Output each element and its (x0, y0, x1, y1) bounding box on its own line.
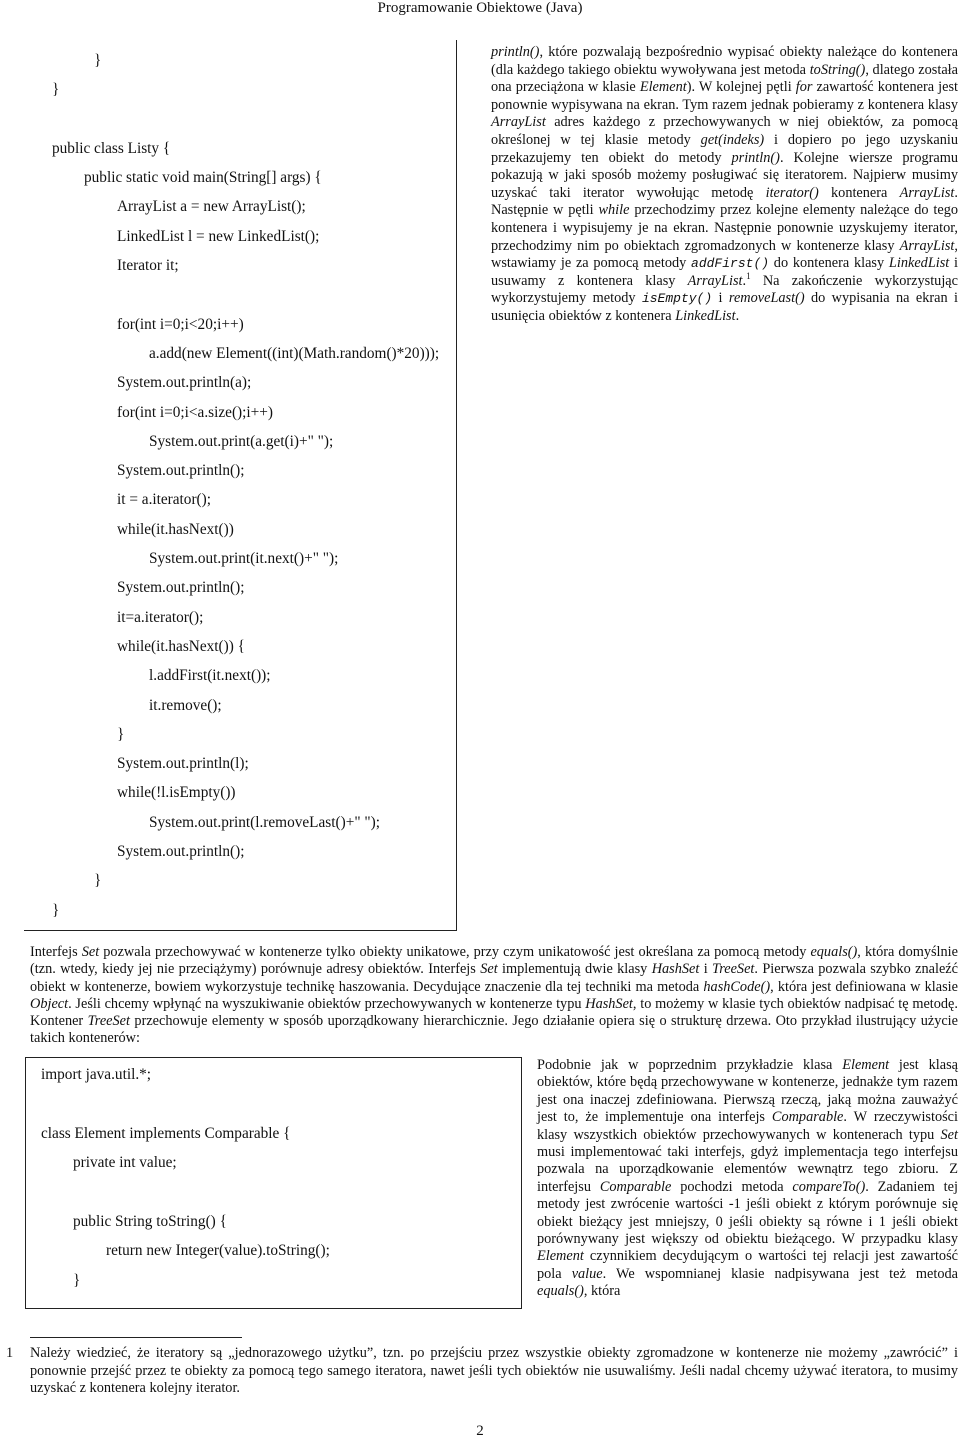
method-name: println() (731, 149, 780, 166)
code-line: while(it.hasNext()) (117, 520, 234, 538)
method-name: removeLast() (728, 290, 805, 307)
class-name: TreeSet (712, 961, 755, 978)
method-name: hashCode() (703, 978, 771, 995)
text-run: Interfejs (30, 944, 82, 960)
text-run: i (712, 290, 729, 307)
class-name: Element (639, 79, 687, 96)
class-name: Element (842, 1057, 890, 1073)
method-name: toString() (809, 61, 866, 78)
code-block (38, 46, 439, 925)
code-line: } (117, 725, 125, 743)
text-run: . W rzeczywistości klasy wszystkich obiektów przechowywanych w kontenerach typu (537, 1109, 958, 1143)
code-line: l.addFirst(it.next()); (149, 667, 271, 685)
text-run: ). W kolejnej pętli (686, 79, 796, 96)
keyword: for (795, 79, 813, 96)
text-run: i (699, 961, 713, 978)
class-name: Element (537, 1248, 584, 1265)
class-name: HashSet (651, 961, 700, 978)
class-name: ArrayList (687, 272, 743, 289)
method-name: equals() (537, 1283, 584, 1300)
code-line: public String toString() { (73, 1212, 227, 1230)
class-name: HashSet (585, 995, 633, 1012)
code-line: return new Integer(value).toString(); (106, 1242, 330, 1260)
text-run: . (742, 272, 747, 289)
code-line: private int value; (73, 1154, 177, 1172)
text-run: , która domyślnie (tzn. wtedy, kiedy jej nie przeciążymy) porównuje adresy obiektów. Interfejs (30, 944, 958, 978)
code-line: a.add(new Element((int)(Math.random()*20))); (149, 344, 440, 362)
code-line: public class Listy { (52, 139, 171, 157)
text-run: . (735, 307, 740, 324)
code-line: Iterator it; (117, 257, 179, 275)
text-run: przechowuje elementy w sposób uporządkowany hierarchicznie. Jego działanie opiera się o strukturę drzewa. Oto przykład ilustrujący użycie takich kontenerów: (30, 1013, 959, 1047)
class-name: Object (30, 995, 69, 1012)
text-run: , wstawiamy je za pomocą metody (491, 237, 958, 272)
text-run: czynnikiem decydującym o wartości tej relacji jest zawartość pola (537, 1248, 958, 1282)
text-run: . Zadaniem tej metody jest zwrócenie wartości -1 jeśli obiekt z którym porównuje się obiekt bieżący jest mniejszy, 0 jeśli obiekty są równe i 1 jeśli obiekt porównywany jest większy od obiektu bieżącego. W przypadku klasy (537, 1178, 958, 1248)
code-line: System.out.print(l.removeLast()+" "); (149, 813, 380, 831)
text-run: . We wspomnianej klasie nadpisywana jest też metoda (602, 1265, 958, 1282)
class-name: LinkedList (675, 307, 736, 324)
method-name: equals() (810, 944, 858, 960)
page-number: 2 (476, 1423, 484, 1439)
code-line: class Element implements Comparable { (41, 1124, 291, 1142)
interface-name: Comparable (771, 1109, 844, 1126)
interface-name: Comparable (599, 1178, 672, 1195)
code-line: } (94, 52, 102, 69)
text-run: jest klasą obiektów, które będą przechowywane w kontenerze, jednakże tym razem jest ona inaczej zdefiniowana. Pierwszą rzeczą, jaką można zauważyć jest to, że implementuje ona interfejs (537, 1057, 958, 1126)
interface-name: Set (81, 944, 100, 960)
text-run: do kontenera klasy (769, 255, 889, 272)
right-paragraph (491, 44, 958, 326)
text-run: pozwala przechowywać w kontenerze tylko obiekty unikatowe, przy czym unikatowość jest określana za pomocą metody (99, 944, 811, 960)
text-run: , która jest definiowana w klasie (770, 978, 958, 995)
text-run: . Następnie w pętli (491, 184, 958, 219)
method-name: get(indeks) (700, 131, 765, 148)
code-line: } (94, 872, 102, 890)
method-name: iterator() (765, 184, 819, 201)
footnote-divider (30, 1337, 242, 1338)
text-run: kontenera (818, 184, 900, 201)
code-line: } (52, 81, 60, 99)
class-name: ArrayList (899, 237, 955, 254)
code-line: while(!l.isEmpty()) (117, 784, 236, 802)
footnote-text: Należy wiedzieć, że iteratory są „jednorazowego użytku”, tzn. po przejściu przez wszystkie obiekty zgromadzone w kontenerze nie możemy „zawrócić” i ponownie przejść przez te obiekty za pomocą tego samego iteratora, nawet jeśli tych obiektów nie usuwaliśmy. Jeśli nadal chcemy używać iteratora, to musimy uzyskać z kontenera kolejny iterator. (30, 1345, 958, 1396)
code-line: System.out.println(a); (117, 374, 252, 392)
text-run: . Pierwsza pozwala szybko znaleźć obiekt w kontenerze, bowiem wykorzystuje technikę haszowania. Decydujące znaczenie dla tej techniki ma metoda (30, 961, 958, 995)
code-line: it=a.iterator(); (117, 608, 204, 626)
class-name: ArrayList (899, 184, 955, 201)
method-name: println() (491, 44, 540, 60)
code-line: } (73, 1271, 81, 1289)
method-name: addFirst() (691, 256, 770, 272)
text-run: , które pozwalają bezpośrednio wypisać obiekty należące do kontenera (dla każdego takiego obiektu wywoływana jest metoda (491, 44, 958, 78)
text-run: . Jeśli chcemy wpłynąć na wyszukiwanie obiektów przechowywanych w kontenerze typu (68, 995, 586, 1012)
code-line: System.out.println(); (117, 579, 245, 597)
text-run: , to możemy w klasie tych obiektów nadpisać tę metodę. Kontener (30, 995, 958, 1030)
code-listing-top (24, 40, 457, 931)
code-line: for(int i=0;i<a.size();i++) (117, 403, 273, 421)
text-run: Na zakończenie wykorzystując wykorzystujemy metody (491, 272, 958, 307)
code-line: System.out.println(l); (117, 755, 249, 773)
right-paragraph-2 (537, 1057, 958, 1301)
class-name: ArrayList (491, 114, 546, 131)
code-line: it = a.iterator(); (117, 491, 211, 509)
page-header: Programowanie Obiektowe (Java) (377, 0, 583, 16)
code-line: import java.util.*; (41, 1066, 152, 1083)
code-line (38, 280, 439, 309)
text-run: pochodzi metoda (671, 1178, 793, 1195)
text-run: i usuwamy z kontenera klasy (491, 255, 959, 289)
text-run: do wypisania na ekran i usunięcia obiektów z kontenera (491, 290, 958, 324)
code-line (41, 1089, 330, 1118)
code-line: System.out.print(a.get(i)+" "); (149, 432, 334, 450)
footnote-ref: 1 (746, 270, 751, 281)
code-line: } (52, 901, 60, 919)
method-name: compareTo() (792, 1178, 866, 1195)
text-run: adres każdego z przechowywanych w niej obiektów, za pomocą określonej w tej klasie metody (491, 114, 958, 148)
middle-paragraph (30, 944, 958, 1048)
text-run: , dlatego została ona przeciążona w klasie (491, 61, 959, 96)
code-line: System.out.println(); (117, 462, 245, 480)
code-block (41, 1060, 330, 1295)
footnote-number: 1 (6, 1345, 14, 1361)
code-line: while(it.hasNext()) { (117, 637, 245, 655)
code-line (38, 105, 439, 134)
text-run: i dopiero po jego uzyskaniu przekazujemy ten obiekt do metody (491, 131, 958, 166)
code-line: System.out.println(); (117, 843, 245, 861)
text-run: implementują dwie klasy (497, 961, 652, 978)
code-line (41, 1178, 330, 1207)
field-name: value (571, 1265, 603, 1282)
code-line: LinkedList l = new LinkedList(); (117, 227, 320, 245)
text-run: musi implementować taki interfejs, gdyż implementacja tego interfejsu pozwala na uporządkowanie elementów wewnątrz tego zbioru. Z interfejsu (537, 1144, 958, 1195)
code-line: for(int i=0;i<20;i++) (117, 315, 244, 333)
text-run: zawartość kontenera jest ponownie wypisywana na ekran. Tym razem jednak pobieramy z kontenera klasy (491, 79, 958, 113)
class-name: LinkedList (888, 255, 950, 272)
text-run: przechodzimy przez kolejne elementy należące do tego kontenera i wypisujemy je na ekran. Następnie ponownie uzyskujemy iterator, przechodzimy nim po obiektach zgromadzonych w kontenerze klasy (491, 202, 959, 254)
code-line: System.out.print(it.next()+" "); (149, 550, 339, 568)
code-listing-bottom (25, 1057, 522, 1309)
text-run: . Kolejne wiersze programu pokazują w jaki sposób możemy posługiwać się iteratorem. Najpierw musimy uzyskać taki iterator wywołując metodę (491, 149, 958, 201)
text-run: , która (583, 1283, 621, 1300)
keyword: while (598, 202, 630, 219)
method-name: isEmpty() (641, 291, 713, 307)
code-line: ArrayList a = new ArrayList(); (117, 198, 306, 216)
code-line: public static void main(String[] args) { (84, 169, 322, 187)
class-name: TreeSet (87, 1013, 130, 1030)
text-run: Podobnie jak w poprzednim przykładzie klasa (537, 1057, 843, 1073)
code-line: it.remove(); (149, 696, 222, 714)
interface-name: Set (940, 1126, 958, 1143)
interface-name: Set (480, 961, 498, 978)
